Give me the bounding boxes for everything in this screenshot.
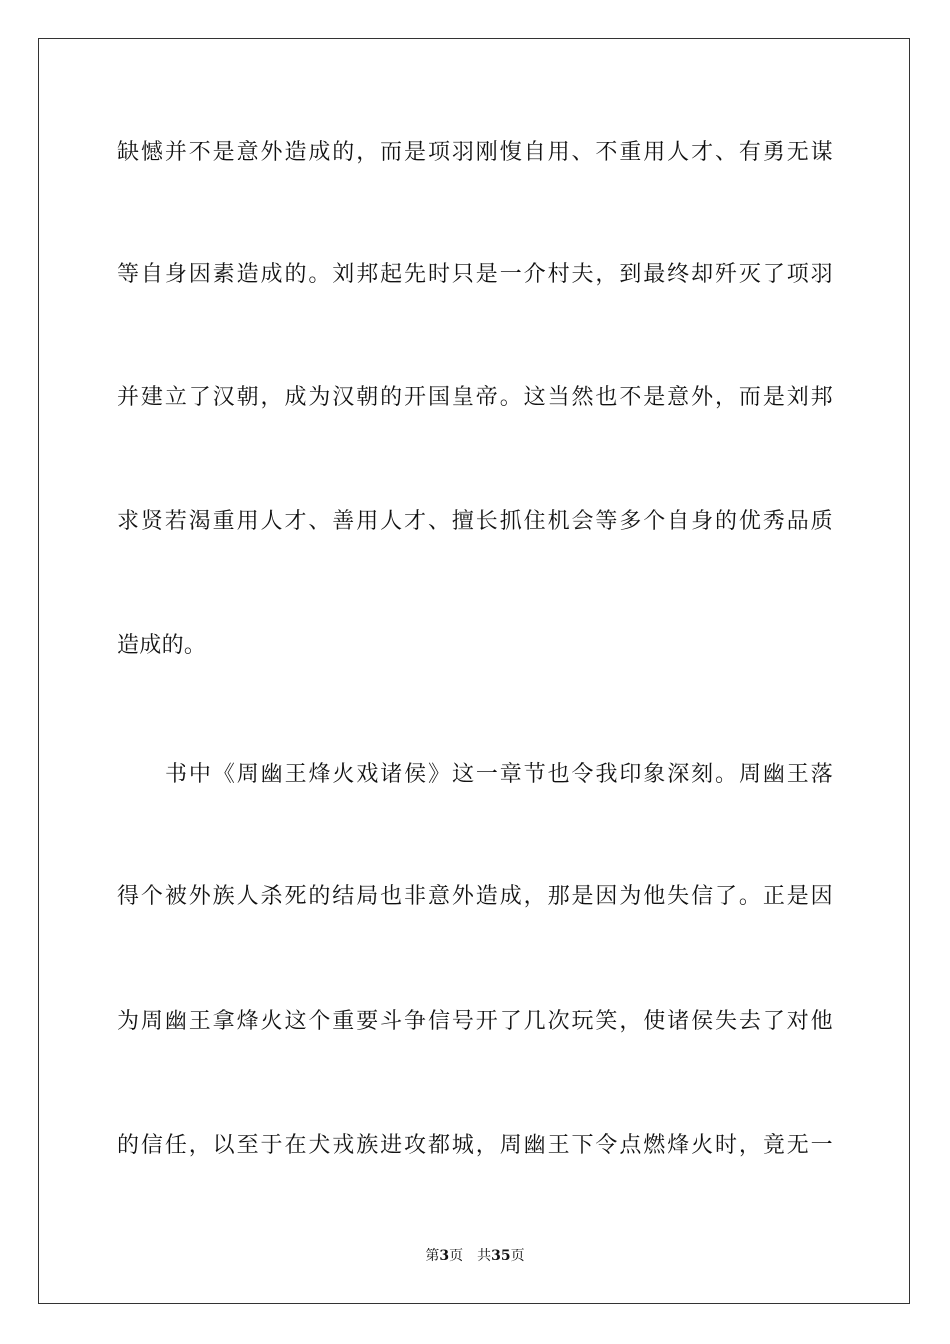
total-prefix: 共 [477,1248,492,1264]
page-footer [0,1246,950,1266]
page-border [38,38,910,1304]
page-number: 3 [439,1248,450,1264]
body-text-line: 求贤若渴重用人才、善用人才、擅长抓住机会等多个自身的优秀品质 [117,509,833,534]
page-suffix: 页 [449,1248,464,1264]
body-text-line: 得个被外族人杀死的结局也非意外造成，那是因为他失信了。正是因 [117,884,833,909]
body-text-line: 为周幽王拿烽火这个重要斗争信号开了几次玩笑，使诸侯失去了对他 [117,1009,833,1034]
body-text-line: 的信任，以至于在犬戎族进攻都城，周幽王下令点燃烽火时，竟无一 [117,1133,833,1158]
body-text-line: 并建立了汉朝，成为汉朝的开国皇帝。这当然也不是意外，而是刘邦 [117,385,833,410]
page-prefix: 第 [425,1248,440,1264]
body-text-line: 造成的。 [117,633,207,658]
body-text-line: 缺憾并不是意外造成的，而是项羽刚愎自用、不重用人才、有勇无谋 [117,140,833,165]
total-pages: 35 [491,1248,511,1264]
total-suffix: 页 [510,1248,525,1264]
paragraph-first-line: 书中《周幽王烽火戏诸侯》这一章节也令我印象深刻。周幽王落 [165,762,833,787]
body-text-line: 等自身因素造成的。刘邦起先时只是一介村夫，到最终却歼灭了项羽 [117,262,833,287]
